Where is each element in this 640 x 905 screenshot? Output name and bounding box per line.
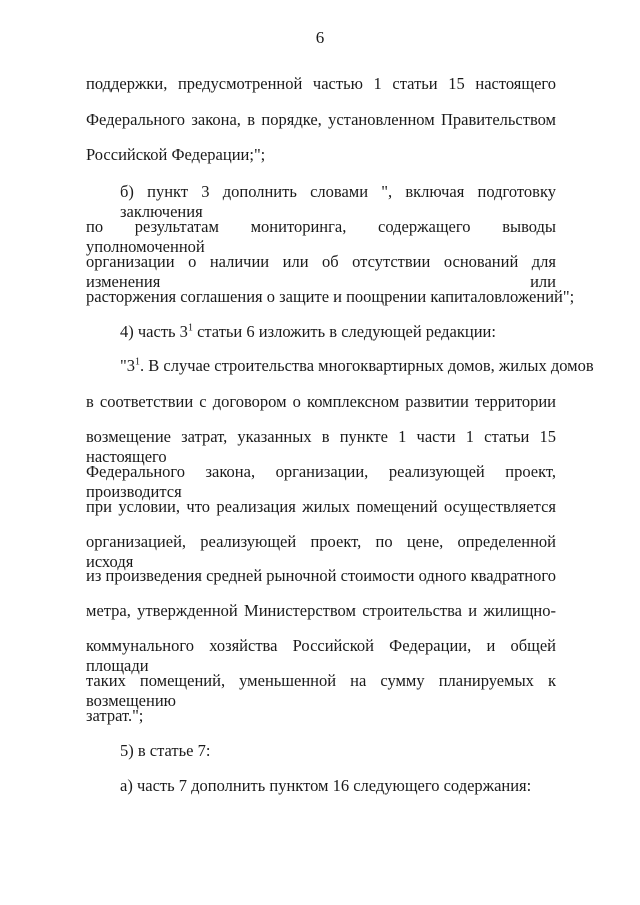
text-line: возмещение затрат, указанных в пункте 1 части 1 статьи 15 настоящего (86, 427, 556, 466)
text-line: по результатам мониторинга, содержащего выводы уполномоченной (86, 217, 556, 256)
text-line: затрат."; (86, 706, 144, 725)
text-line: а) часть 7 дополнить пунктом 16 следующего содержания: (120, 776, 532, 795)
text-line: 5) в статье 7: (120, 741, 211, 760)
text-line (120, 356, 594, 376)
text-line: б) пункт 3 дополнить словами ", включая подготовку заключения (120, 182, 556, 221)
text-fragment: "3 (120, 356, 135, 375)
text-line: из произведения средней рыночной стоимости одного квадратного (86, 566, 556, 585)
text-line: Федерального закона, организации, реализующей проект, производится (86, 462, 556, 501)
text-line: организации о наличии или об отсутствии оснований для изменения или (86, 252, 556, 291)
text-fragment: . В случае строительства многоквартирных домов, жилых домов (140, 356, 594, 375)
text-line: расторжения соглашения о защите и поощрении капиталовложений"; (86, 287, 575, 306)
text-line: коммунального хозяйства Российской Федерации, и общей площади (86, 636, 556, 675)
page-number: 6 (315, 28, 325, 47)
text-line: Российской Федерации;"; (86, 145, 266, 164)
text-line: поддержки, предусмотренной частью 1 статьи 15 настоящего (86, 74, 556, 93)
text-fragment: 4) часть 3 (120, 322, 188, 341)
text-line: организацией, реализующей проект, по цене, определенной исходя (86, 532, 556, 571)
text-line: метра, утвержденной Министерством строительства и жилищно- (86, 601, 556, 620)
text-line: Федерального закона, в порядке, установленном Правительством (86, 110, 556, 129)
superscript: 1 (135, 356, 140, 368)
superscript: 1 (187, 322, 193, 334)
text-line (120, 322, 556, 342)
text-line: в соответствии с договором о комплексном развитии территории (86, 392, 556, 411)
text-line: при условии, что реализация жилых помещений осуществляется (86, 497, 556, 516)
text-fragment: статьи 6 изложить в следующей редакции: (192, 322, 496, 341)
text-line: таких помещений, уменьшенной на сумму планируемых к возмещению (86, 671, 556, 710)
